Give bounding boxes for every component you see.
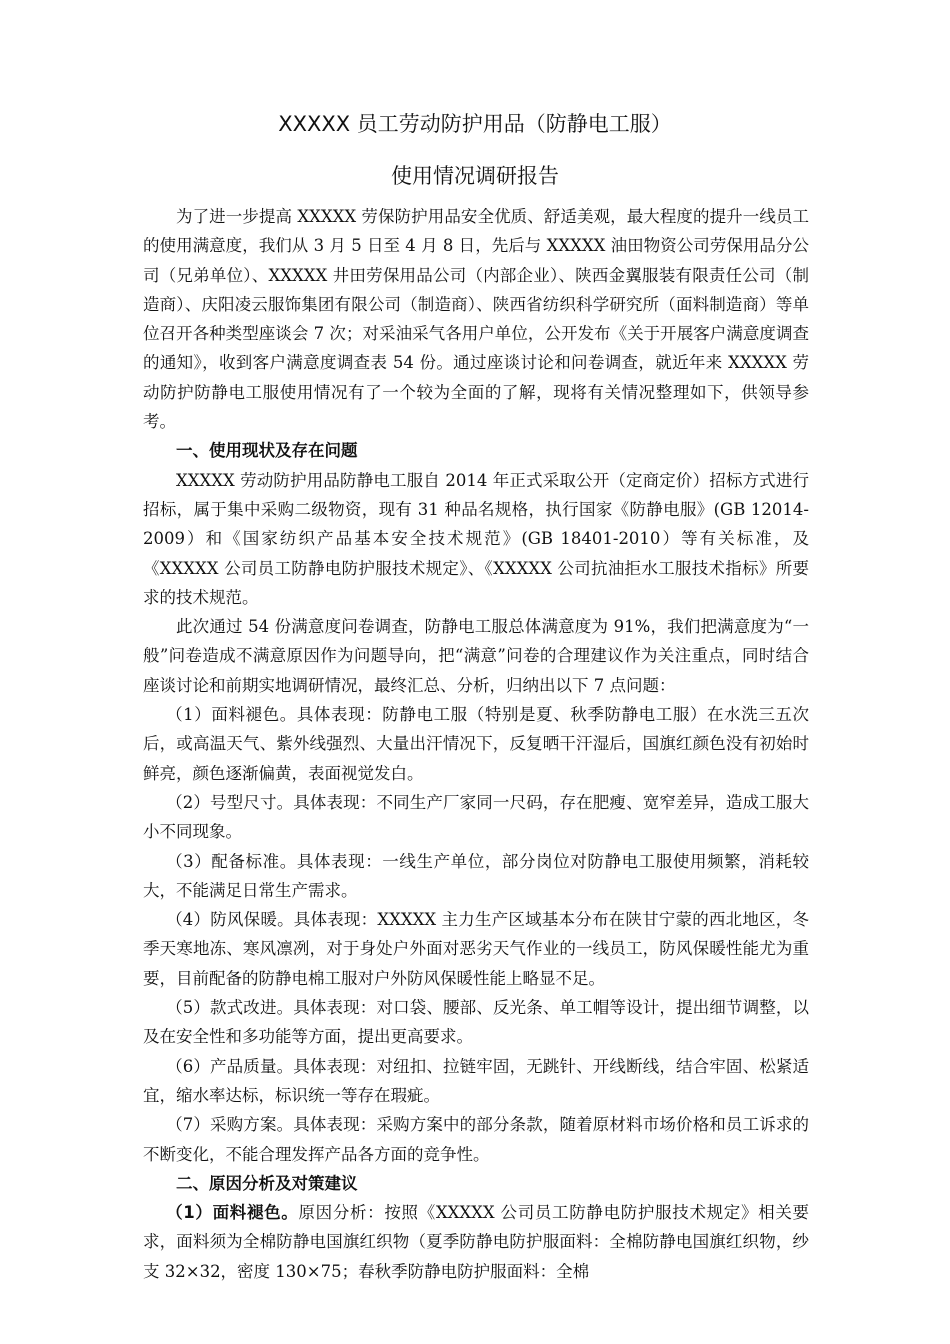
section1-paragraph-2: 此次通过 54 份满意度问卷调查，防静电工服总体满意度为 91%，我们把满意度为“一般”问卷造成不满意原因作为问题导向，把“满意”问卷的合理建议作为关注重点，同时结合座谈讨论和前期实地调研情况，最终汇总、分析，归纳出以下 7 点问题：	[143, 617, 809, 695]
document-body	[143, 202, 809, 1286]
section2-paragraph-1	[143, 1198, 809, 1286]
problem-item: （5）款式改进。具体表现：对口袋、腰部、反光条、单工帽等设计，提出细节调整，以及在安全性和多功能等方面，提出更高要求。	[143, 998, 809, 1047]
section2-item-text: 原因分析：按照《XXXXX 公司员工防静电防护服技术规定》相关要求，面料须为全棉防静电国旗红织物（夏季防静电防护服面料：全棉防静电国旗红织物，纱支 32×32，密度 130×75；春秋季防静电防护服面料：全棉	[143, 1203, 810, 1281]
section-heading-1: 一、使用现状及存在问题	[176, 441, 358, 461]
document-subtitle: 使用情况调研报告	[391, 164, 559, 188]
problem-item: （6）产品质量。具体表现：对纽扣、拉链牢固，无跳针、开线断线，结合牢固、松紧适宜，缩水率达标，标识统一等存在瑕疵。	[143, 1056, 809, 1105]
problem-item: （4）防风保暖。具体表现：XXXXX 主力生产区域基本分布在陕甘宁蒙的西北地区，冬季天寒地冻、寒风凛冽，对于身处户外面对恶劣天气作业的一线员工，防风保暖性能尤为重要，目前配备的防静电棉工服对户外防风保暖性能上略显不足。	[143, 910, 809, 988]
problem-item: （7）采购方案。具体表现：采购方案中的部分条款，随着原材料市场价格和员工诉求的不断变化，不能合理发挥产品各方面的竞争性。	[143, 1115, 809, 1164]
problem-item: （3）配备标准。具体表现：一线生产单位，部分岗位对防静电工服使用频繁，消耗较大，不能满足日常生产需求。	[143, 851, 809, 900]
problem-item: （1）面料褪色。具体表现：防静电工服（特别是夏、秋季防静电工服）在水洗三五次后，或高温天气、紫外线强烈、大量出汗情况下，反复晒干汗湿后，国旗红颜色没有初始时鲜亮，颜色逐渐偏黄，表面视觉发白。	[143, 705, 809, 783]
section-heading-2: 二、原因分析及对策建议	[176, 1173, 358, 1193]
section1-paragraph-1: XXXXX 劳动防护用品防静电工服自 2014 年正式采取公开（定商定价）招标方式进行招标，属于集中采购二级物资，现有 31 种品名规格，执行国家《防静电服》(GB 12014-2009）和《国家纺织产品基本安全技术规范》(GB 18401-2010）等有关标准，及《XXXXX 公司员工防静电防护服技术规定》、《XXXXX 公司抗油拒水工服技术指标》所要求的技术规范。	[143, 470, 809, 607]
problem-item: （2）号型尺寸。具体表现：不同生产厂家同一尺码，存在肥瘦、宽窄差异，造成工服大小不同现象。	[143, 792, 809, 842]
section2-item-lead: （1）面料褪色。	[166, 1203, 299, 1223]
intro-paragraph: 为了进一步提高 XXXXX 劳保防护用品安全优质、舒适美观，最大程度的提升一线员工的使用满意度，我们从 3 月 5 日至 4 月 8 日，先后与 XXXXX 油田物资公司劳保用品分公司（兄弟单位）、XXXXX 井田劳保用品公司（内部企业）、陕西金翼服装有限责任公司（制造商）、庆阳凌云服饰集团有限公司（制造商）、陕西省纺织科学研究所（面料制造商）等单位召开各种类型座谈会 7 次；对采油采气各用户单位，公开发布《关于开展客户满意度调查的通知》，收到客户满意度调查表 54 份。通过座谈讨论和问卷调查，就近年来 XXXXX 劳动防护防静电工服使用情况有了一个较为全面的了解，现将有关情况整理如下，供领导参考。	[143, 207, 809, 432]
document-title: XXXXX 员工劳动防护用品（防静电工服）	[278, 112, 672, 136]
